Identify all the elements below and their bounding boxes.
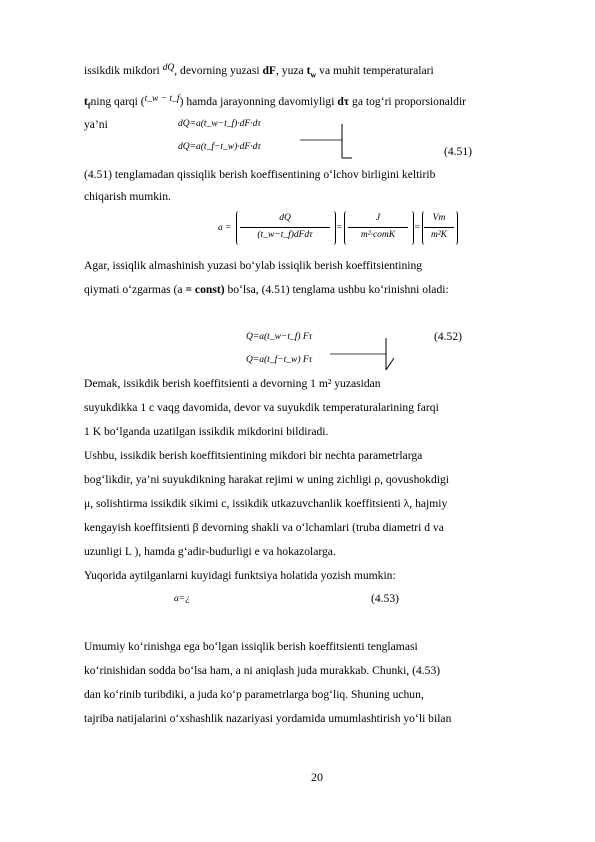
- right-brace-icon: [300, 122, 360, 162]
- text-line: 1 K bo‘lganda uzatilgan issikdik mikdorini bildiradi.: [84, 425, 329, 438]
- text-line: Demak, issikdik berish koeffitsienti a devorning 1 m² yuzasidan: [84, 377, 381, 390]
- equation: Q=a(t_f−t_w) Fτ: [246, 355, 313, 365]
- text-line: Ushbu, issikdik berish koeffitsientining mikdori bir nechta parametrlarga: [84, 449, 423, 462]
- equation: a=¿: [174, 594, 190, 604]
- equation: dQ=a(t_w−t_f)·dF·dτ: [178, 119, 261, 129]
- equation-number: (4.53): [371, 592, 400, 605]
- text-line: Agar, issiqlik almashinish yuzasi bo‘ylab issiqlik berish koeffitsientining: [84, 259, 423, 272]
- equation-number: (4.51): [444, 145, 473, 158]
- equation-number: (4.52): [434, 330, 463, 343]
- text-line: Yuqorida aytilganlarni kuyidagi funktsiya holatida yozish mumkin:: [84, 569, 396, 582]
- text-line: qiymati o‘zgarmas (a = const) bo‘lsa, (4.51) tenglama ushbu ko‘rinishni oladi:: [84, 283, 449, 296]
- text-line: suyukdikka 1 c vaqg davomida, devor va suyukdik temperaturalarining farqi: [84, 401, 439, 414]
- text-line: Umumiy ko‘rinishga ega bo‘lgan issiqlik berish koeffitsienti tenglamasi: [84, 640, 418, 653]
- text-line: μ, solishtirma issikdik sikimi c, issikdik utkazuvchanlik koeffitsienti λ, hajmiy: [84, 497, 448, 510]
- equation: Q=a(t_w−t_f) Fτ: [246, 332, 313, 342]
- text-line: tajriba natijalarini o‘xshashlik nazariyasi yordamida umumlashtirish yo‘li bilan: [84, 712, 452, 725]
- text-line: kengayish koeffitsienti β devorning shakli va o‘lchamlari (truba diametri d va: [84, 521, 444, 534]
- text-line: bog‘likdir, ya’ni suyukdikning harakat rejimi w uning zichligi ρ, qovushokdigi: [84, 473, 449, 486]
- text-line: issikdik mikdori $^{dQ}$, devorning yuzasi dF, yuza $t_w$ va muhit temperaturalari: [84, 63, 434, 80]
- equation: dQ=a(t_f−t_w)·dF·dτ: [178, 142, 261, 152]
- page-number: 20: [311, 770, 323, 784]
- text-line: ko‘rinishidan sodda bo‘lsa ham, a ni aniqlash juda murakkab. Chunki, (4.53): [84, 664, 441, 677]
- text-line: dan ko‘rinib turibdiki, a juda ko‘p parametrlarga bog‘liq. Shuning uchun,: [84, 688, 424, 701]
- text-line: ya’ni: [84, 118, 108, 131]
- text-line: (4.51) tenglamadan qissiqlik berish koeffisentining o‘lchov birligini keltirib: [84, 168, 436, 181]
- text-line: $t_fning$ qarqi ($^{t\_w - t\_f}$) hamda jarayonning davomiyligi dτ ga tog‘ri proporsionaldir: [84, 94, 467, 111]
- text-line: chiqarish mumkin.: [84, 190, 171, 203]
- text-line: uzunligi L ), hamda g‘adir-budurligi e va hokazolarga.: [84, 545, 336, 558]
- right-brace-icon: [330, 336, 400, 376]
